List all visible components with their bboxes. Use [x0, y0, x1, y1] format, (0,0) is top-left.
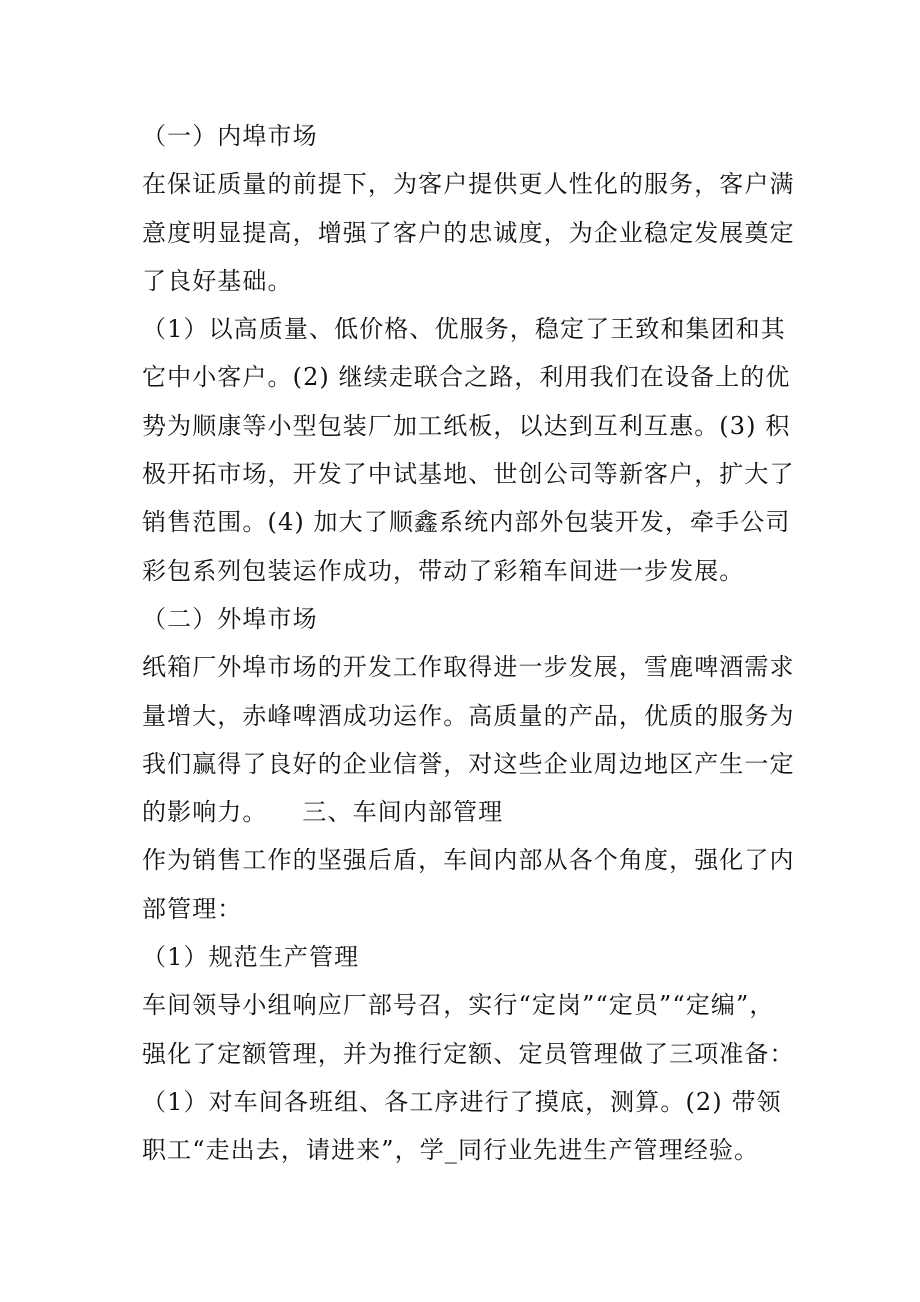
- subsection-heading-production-management: （1）规范生产管理: [142, 943, 360, 972]
- text-line: 它中小客户。(2) 继续走联合之路，利用我们在设备上的优: [142, 363, 791, 392]
- text-line: 作为销售工作的坚强后盾，车间内部从各个角度，强化了内: [142, 846, 795, 875]
- text-line: 极开拓市场，开发了中试基地、世创公司等新客户，扩大了: [142, 460, 795, 489]
- text-line: 强化了定额管理，并为推行定额、定员管理做了三项准备：: [142, 1039, 795, 1068]
- text-line: （1）对车间各班组、各工序进行了摸底，测算。(2) 带领: [142, 1087, 782, 1116]
- text-line: 势为顺康等小型包装厂加工纸板，以达到互利互惠。(3) 积: [142, 411, 791, 440]
- section-heading-domestic-market: （一）内埠市场: [142, 122, 318, 150]
- text-line: 我们赢得了良好的企业信誉，对这些企业周边地区产生一定: [142, 749, 795, 778]
- text-line: 意度明显提高，增强了客户的忠诚度，为企业稳定发展奠定: [142, 218, 795, 247]
- text-line: 车间领导小组响应厂部号召，实行“定岗”“定员”“定编”，: [142, 991, 775, 1020]
- text-line: 在保证质量的前提下，为客户提供更人性化的服务，客户满: [142, 170, 795, 199]
- text-line: （1）以高质量、低价格、优服务，稳定了王致和集团和其: [142, 315, 786, 344]
- text-line: 量增大，赤峰啤酒成功运作。高质量的产品，优质的服务为: [142, 701, 795, 730]
- text-line: 销售范围。(4) 加大了顺鑫系统内部外包装开发，牵手公司: [142, 508, 791, 537]
- section-heading-workshop-management: 的影响力。 三、车间内部管理: [142, 798, 504, 827]
- text-line: 彩包系列包装运作成功，带动了彩箱车间进一步发展。: [142, 556, 745, 585]
- text-block: [142, 112, 798, 1175]
- document-body: [142, 112, 798, 1175]
- text-line: 了良好基础。: [142, 266, 293, 295]
- text-line: 纸箱厂外埠市场的开发工作取得进一步发展，雪鹿啤酒需求: [142, 653, 795, 682]
- text-line: 部管理：: [142, 894, 243, 923]
- section-heading-external-market: （二）外埠市场: [142, 604, 318, 633]
- text-line: 职工“走出去，请进来”，学_同行业先进生产管理经验。: [142, 1136, 760, 1165]
